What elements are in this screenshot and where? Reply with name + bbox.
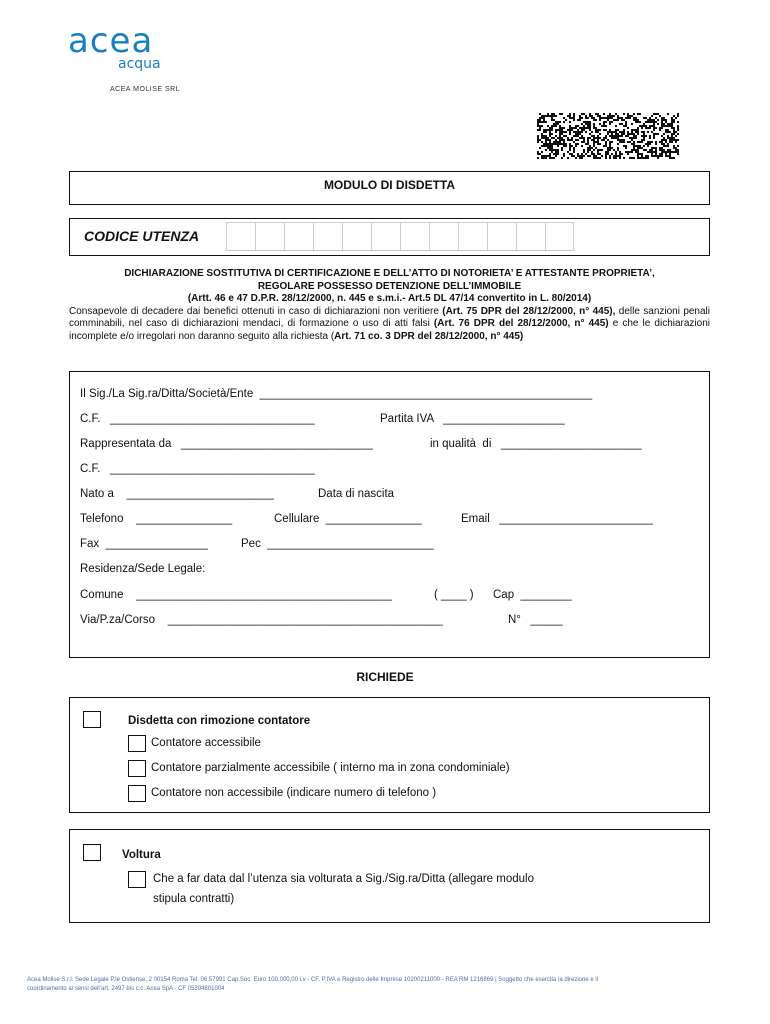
cf-field[interactable]: C.F. ________________________________	[80, 413, 315, 425]
disdetta-option-box	[69, 697, 710, 813]
code-cell[interactable]	[284, 222, 313, 251]
code-utenza-label: CODICE UTENZA	[84, 228, 200, 244]
cf-rappresentante-field[interactable]: C.F. ________________________________	[80, 463, 315, 475]
declaration-article-ref: (Art. 76 DPR del 28/12/2000, n° 445)	[433, 318, 609, 329]
comune-field[interactable]: Comune ________________________________________	[80, 589, 393, 601]
form-title: MODULO DI DISDETTA	[323, 178, 456, 192]
code-cell[interactable]	[342, 222, 371, 251]
acea-logo-subtitle: acqua	[118, 56, 161, 72]
declaration-body-text: Consapevole di decadere dai benefici ottenuti in caso di dichiarazioni non veritiere	[69, 305, 443, 317]
data-nascita-field[interactable]: Data di nascita	[318, 488, 395, 500]
telefono-field[interactable]: Telefono _______________	[80, 513, 233, 525]
numero-civico-field[interactable]: N° _____	[508, 614, 563, 626]
acea-logo: acea	[68, 21, 154, 61]
code-cell[interactable]	[545, 222, 574, 251]
contatore-non-accessibile-label: Contatore non accessibile (indicare numero di telefono )	[151, 787, 437, 799]
partita-iva-field[interactable]: Partita IVA ___________________	[380, 413, 565, 425]
code-cell[interactable]	[371, 222, 400, 251]
code-cell[interactable]	[255, 222, 284, 251]
voltura-checkbox[interactable]	[83, 844, 101, 861]
via-field[interactable]: Via/P.za/Corso ___________________________________________	[80, 614, 443, 626]
barcode-image	[537, 113, 679, 159]
code-cell[interactable]	[458, 222, 487, 251]
footer-legal	[27, 976, 743, 994]
declaration-body	[69, 306, 710, 344]
code-cell[interactable]	[516, 222, 545, 251]
footer-line2: coordinamento ai sensi dell’art. 2497 bis c.c. Acea SpA - CF 05394801004	[27, 986, 225, 992]
code-utenza-cells[interactable]	[226, 222, 574, 251]
footer-line1: Acea Molise S.r.l. Sede Legale P.le Ostiense, 2 00154 Roma Tel. 06 57991 Cap.Soc. Euro 100.000,00 i.v - CF, P.IVA e Registro delle Imprese 10200211000 - REA RM 1216869 | Soggetto che esercita la direzione e il	[27, 977, 599, 983]
contatore-accessibile-checkbox[interactable]	[128, 735, 146, 752]
cap-field[interactable]: Cap ________	[493, 589, 572, 601]
email-field[interactable]: Email ________________________	[461, 513, 653, 525]
fax-field[interactable]: Fax ________________	[80, 538, 208, 550]
voltura-label: Voltura	[122, 849, 161, 861]
rappresentata-da-field[interactable]: Rappresentata da ______________________________	[80, 438, 373, 450]
declaration-title-line2: REGOLARE POSSESSO DETENZIONE DELL’IMMOBILE	[257, 280, 522, 292]
contatore-non-accessibile-checkbox[interactable]	[128, 785, 146, 802]
declaration-title-line1: DICHIARAZIONE SOSTITUTIVA DI CERTIFICAZIONE E DELL’ATTO DI NOTORIETA’ E ATTESTANTE PROPRIETA’,	[124, 268, 655, 279]
code-cell[interactable]	[313, 222, 342, 251]
luogo-nascita-field[interactable]: Nato a _______________________	[80, 488, 274, 500]
contatore-parzialmente-accessibile-label: Contatore parzialmente accessibile ( interno ma in zona condominiale)	[151, 762, 510, 774]
declaration-body-text: e che le dichiarazioni incomplete e/o irregolari non daranno seguito alla richiesta (	[69, 318, 710, 342]
code-utenza-box	[69, 218, 710, 256]
residenza-label: Residenza/Sede Legale:	[80, 563, 206, 575]
voltura-data-checkbox[interactable]	[128, 871, 146, 888]
code-cell[interactable]	[400, 222, 429, 251]
declaration-title-line3: (Artt. 46 e 47 D.P.R. 28/12/2000, n. 445 e s.m.i.- Art.5 DL 47/14 convertito in L. 80/2014)	[187, 293, 592, 304]
disdetta-label: Disdetta con rimozione contatore	[128, 715, 311, 727]
contatore-accessibile-label: Contatore accessibile	[151, 737, 261, 749]
personal-data-box	[69, 371, 710, 658]
disdetta-checkbox[interactable]	[83, 711, 101, 728]
declaration-block	[69, 268, 710, 343]
richiede-title: RICHIEDE	[356, 670, 414, 684]
qualita-field[interactable]: in qualità di ______________________	[430, 438, 642, 450]
declaration-body-text: delle sanzioni penali comminabili, nel caso di dichiarazioni mendaci, di formazione o uso di atti falsi	[69, 305, 711, 329]
company-name: ACEA MOLISE SRL	[110, 86, 181, 93]
declaration-article-ref: (Art. 75 DPR del 28/12/2000, n° 445),	[442, 305, 616, 317]
contatore-parzialmente-accessibile-checkbox[interactable]	[128, 760, 146, 777]
code-cell[interactable]	[487, 222, 516, 251]
code-cell[interactable]	[226, 222, 255, 251]
pec-field[interactable]: Pec __________________________	[241, 538, 434, 550]
voltura-option-box	[69, 829, 710, 923]
voltura-description-line2: stipula contratti)	[153, 893, 235, 905]
declaration-article-ref: Art. 71 co. 3 DPR del 28/12/2000, n° 445)	[334, 330, 524, 342]
provincia-field[interactable]: ( ____ )	[434, 589, 474, 601]
soggetto-field[interactable]: Il Sig./La Sig.ra/Ditta/Società/Ente ____________________________________________________	[80, 388, 593, 400]
form-title-box	[69, 171, 710, 205]
code-cell[interactable]	[429, 222, 458, 251]
voltura-description-line1: Che a far data dal l’utenza sia volturata a Sig./Sig.ra/Ditta (allegare modulo	[153, 873, 534, 885]
cellulare-field[interactable]: Cellulare _______________	[274, 513, 422, 525]
